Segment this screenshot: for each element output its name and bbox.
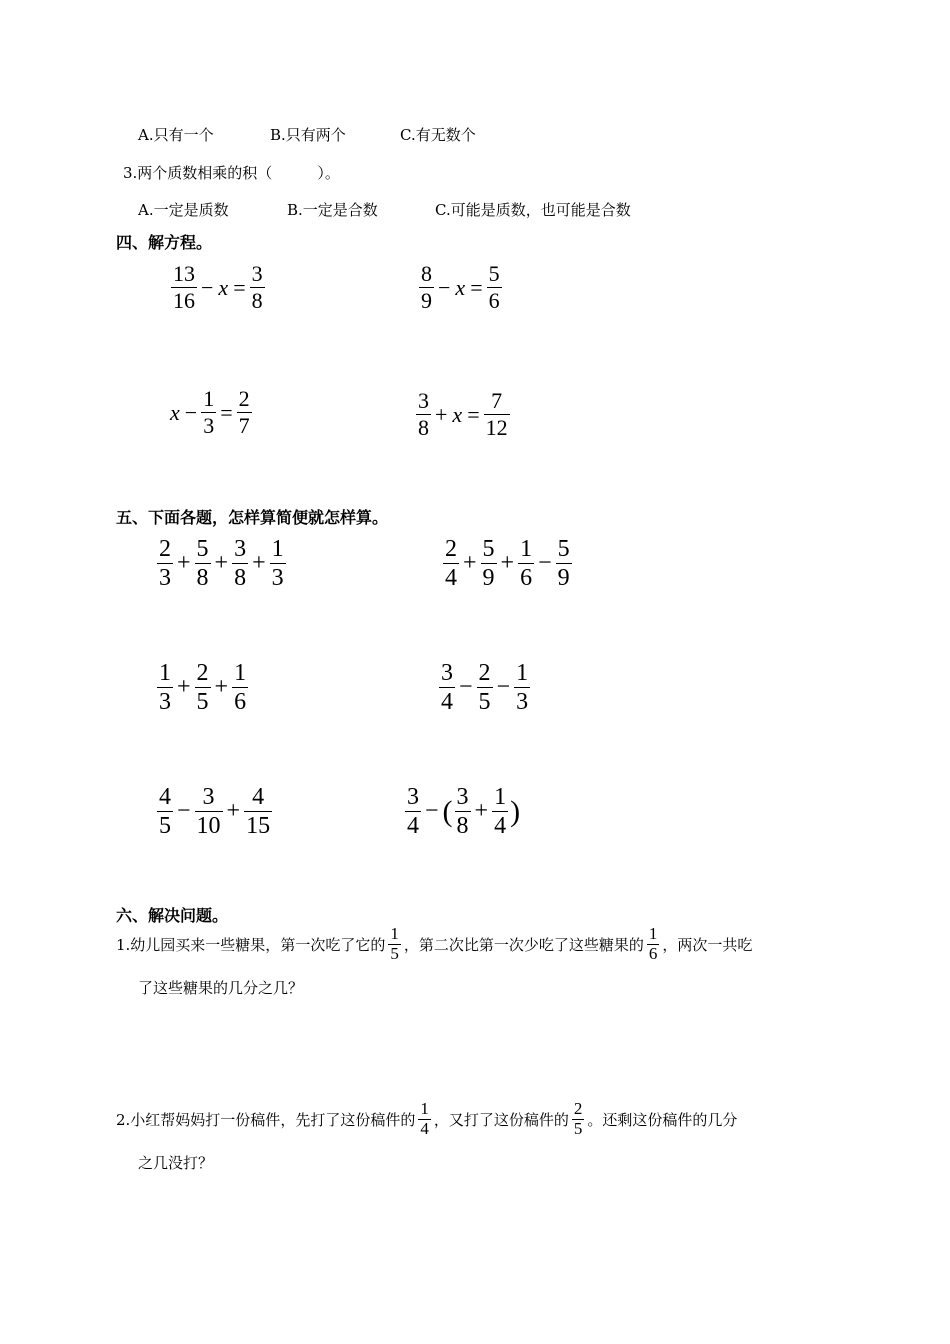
equation-4: $\frac{3}{8}$ + x = $\frac{7}{12}$ bbox=[418, 388, 508, 441]
expression-5: $\frac{4}{5}$ − $\frac{3}{10}$ + $\frac{4}{15}$ bbox=[159, 784, 271, 840]
expression-2: $\frac{2}{4}$ + $\frac{5}{9}$ + $\frac{1}{6}$ − $\frac{5}{9}$ bbox=[445, 536, 570, 592]
problem-1-line-2: 了这些糖果的几分之几？ bbox=[138, 979, 304, 997]
problem-1-line-1: 1.幼儿园买来一些糖果，第一次吃了它的 1 5 ，第二次比第一次少吃了这些糖果的 1 6 ，两次一共吃 bbox=[116, 924, 753, 963]
expression-3: $\frac{1}{3}$ + $\frac{2}{5}$ + $\frac{1}{6}$ bbox=[159, 660, 247, 716]
problem-2-line-1: 2.小红帮妈妈打一份稿件，先打了这份稿件的 1 4 ，又打了这份稿件的 2 5 。还剩这份稿件的几分 bbox=[116, 1099, 738, 1138]
section-5-title: 五、下面各题，怎样算简便就怎样算。 bbox=[116, 508, 389, 527]
section-4-title: 四、解方程。 bbox=[116, 233, 213, 252]
expression-4: $\frac{3}{4}$ − $\frac{2}{5}$ − $\frac{1}{3}$ bbox=[441, 660, 529, 716]
question-3: 3.两个质数相乘的积（ ）。 bbox=[123, 164, 340, 182]
expression-1: $\frac{2}{3}$ + $\frac{5}{8}$ + $\frac{3}{8}$ + $\frac{1}{3}$ bbox=[159, 536, 284, 592]
option-a-q2: A.只有一个 bbox=[138, 126, 214, 144]
equation-3: x − $\frac{1}{3}$ = $\frac{2}{7}$ bbox=[170, 386, 250, 439]
option-c-q2: C.有无数个 bbox=[400, 126, 476, 144]
option-c-q3: C.可能是质数，也可能是合数 bbox=[435, 201, 631, 219]
option-a-q3: A.一定是质数 bbox=[138, 201, 229, 219]
equation-1: $\frac{13}{16}$ − x = $\frac{3}{8}$ bbox=[173, 261, 263, 314]
equation-2: $\frac{8}{9}$ − x = $\frac{5}{6}$ bbox=[421, 261, 500, 314]
section-6-title: 六、解决问题。 bbox=[116, 906, 229, 925]
option-b-q3: B.一定是合数 bbox=[287, 201, 378, 219]
problem-2-line-2: 之几没打？ bbox=[138, 1154, 214, 1172]
expression-6: $\frac{3}{4}$ − ( $\frac{3}{8}$ + $\frac{1}{4}$ ) bbox=[407, 784, 521, 840]
option-b-q2: B.只有两个 bbox=[270, 126, 346, 144]
